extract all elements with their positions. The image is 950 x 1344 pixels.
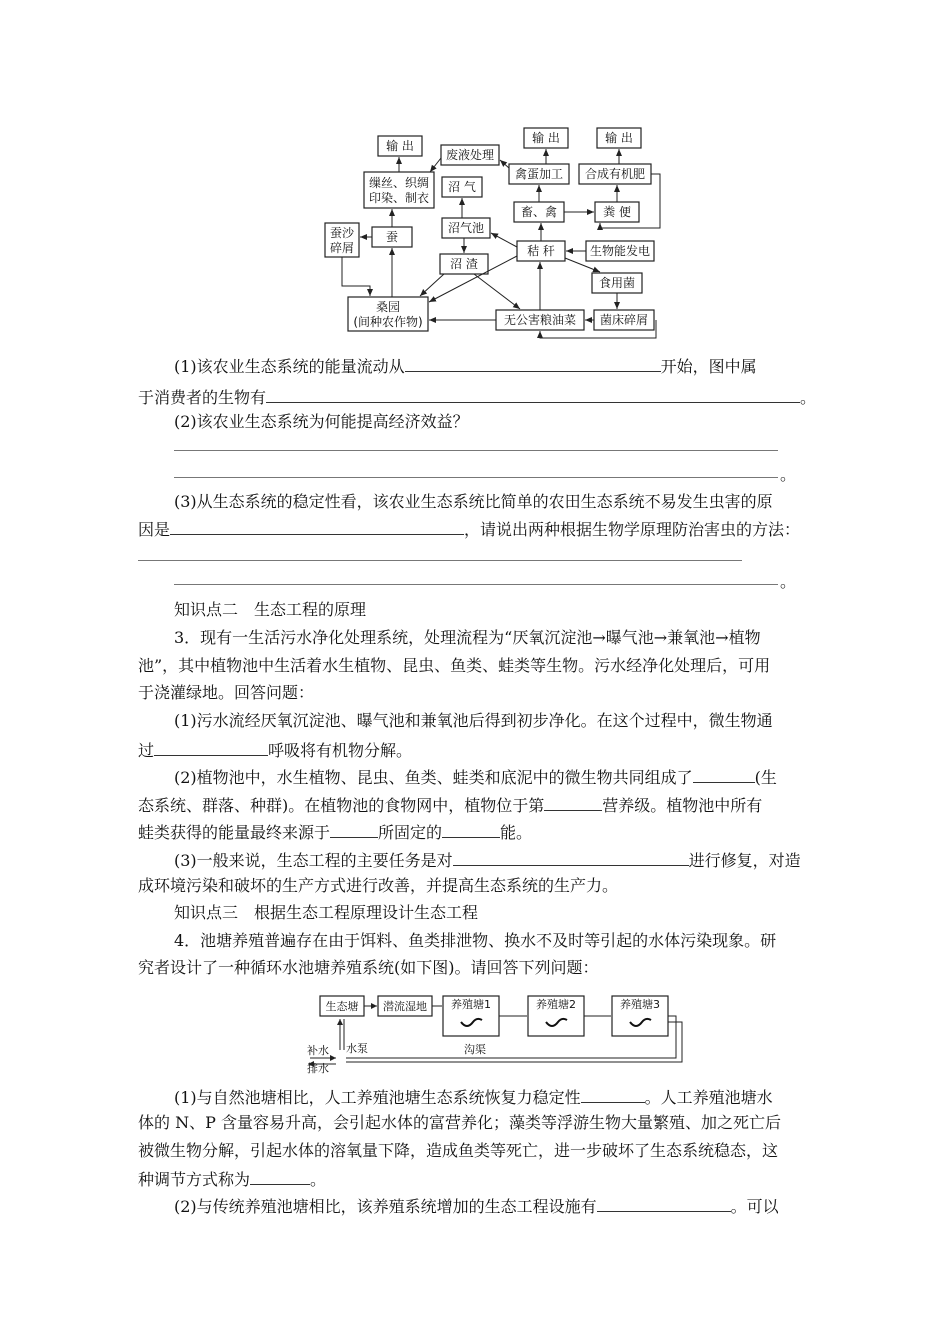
label-pond-2: 养殖塘2 [536, 998, 576, 1011]
label-biogas-residue: 沼 渣 [450, 257, 478, 271]
label-silkworm: 蚕 [385, 230, 399, 244]
label-drain: 排水 [307, 1062, 329, 1075]
answer-line[interactable] [174, 584, 778, 585]
label-bed-residue: 菌床碎屑 [599, 313, 649, 327]
q3-line1: 3．现有一生活污水净化处理系统，处理流程为“厌氧沉淀池→曝气池→兼氧池→植物 [174, 628, 761, 647]
q2-sub2: (2)该农业生态系统为何能提高经济效益？ [174, 412, 469, 431]
section-3-title: 知识点三 根据生态工程原理设计生态工程 [174, 903, 479, 922]
q4-sub1-line2: 体的 N、P 含量容易升高，会引起水体的富营养化；藻类等浮游生物大量繁殖、加之死亡后 [138, 1113, 781, 1132]
answer-blank[interactable] [170, 518, 464, 535]
label-waste-liquid: 废液处理 [445, 148, 495, 162]
label-silk-2: 印染、制衣 [368, 191, 430, 205]
label-biogas-pool: 沼气池 [447, 221, 485, 235]
label-straw: 秸 秆 [527, 244, 555, 258]
label-wetland: 潜流湿地 [383, 1000, 427, 1013]
label-silkworm-sand-1: 蚕沙 [329, 226, 355, 240]
label-mushroom: 食用菌 [598, 276, 636, 290]
q4-sub1-line3: 被微生物分解，引起水体的溶氧量下降，造成鱼类等死亡，进一步破坏了生态系统稳态，这 [138, 1141, 779, 1160]
label-add-water: 补水 [307, 1044, 329, 1057]
q3-sub1-line1: (1)污水流经厌氧沉淀池、曝气池和兼氧池后得到初步净化。在这个过程中，微生物通 [174, 711, 773, 730]
pond-system-diagram [300, 990, 690, 1082]
answer-blank[interactable] [581, 1086, 645, 1103]
q3-line2: 池”，其中植物池中生活着水生植物、昆虫、鱼类、蛙类等生物。污水经净化处理后，可用 [138, 656, 771, 675]
label-pond-3: 养殖塘3 [620, 998, 660, 1011]
answer-blank[interactable] [266, 386, 800, 403]
q4-line1: 4．池塘养殖普遍存在由于饵料、鱼类排泄物、换水不及时等引起的水体污染现象。研 [174, 931, 777, 950]
label-pond-1: 养殖塘1 [451, 998, 491, 1011]
label-organic-fertilizer: 合成有机肥 [584, 167, 646, 181]
answer-blank[interactable] [250, 1168, 310, 1185]
label-ditch: 沟渠 [464, 1043, 486, 1056]
answer-line[interactable] [174, 477, 778, 478]
answer-blank[interactable] [330, 821, 378, 838]
q3-sub2-line1: (2)植物池中，水生植物、昆虫、鱼类、蛙类和底泥中的微生物共同组成了 (生 [174, 768, 777, 787]
answer-blank[interactable] [693, 766, 755, 783]
label-silkworm-sand-2: 碎屑 [329, 241, 355, 255]
label-eco-pond: 生态塘 [325, 1000, 359, 1013]
q4-sub1-line1: (1)与自然池塘相比，人工养殖池塘生态系统恢复力稳定性 。人工养殖池塘水 [174, 1088, 773, 1107]
label-output-3: 输 出 [605, 131, 633, 145]
agri-ecosystem-diagram [320, 122, 670, 344]
q3-sub1-line2: 过 呼吸将有机物分解。 [138, 741, 413, 760]
section-2-title: 知识点二 生态工程的原理 [174, 600, 367, 619]
q2-sub2-end: 。 [780, 465, 797, 484]
answer-blank[interactable] [453, 849, 689, 866]
q4-line2: 究者设计了一种循环水池塘养殖系统(如下图)。请回答下列问题： [138, 958, 599, 977]
label-output-2: 输 出 [532, 131, 560, 145]
label-output-1: 输 出 [386, 139, 414, 153]
label-biogas: 沼 气 [448, 180, 476, 194]
label-bio-power: 生物能发电 [589, 244, 651, 258]
answer-blank[interactable] [442, 821, 500, 838]
answer-blank[interactable] [544, 794, 602, 811]
q3-line3: 于浇灌绿地。回答问题： [138, 683, 315, 702]
q2-sub3-line1: (3)从生态系统的稳定性看，该农业生态系统比简单的农田生态系统不易发生虫害的原 [174, 492, 773, 511]
label-crops: 无公害粮油菜 [503, 313, 577, 327]
answer-blank[interactable] [597, 1195, 731, 1212]
q3-sub2-line2: 态系统、群落、种群)。在植物池的食物网中，植物位于第 营养级。植物池中所有 [138, 796, 763, 815]
label-manure: 粪 便 [603, 205, 631, 219]
label-poultry-egg: 禽蛋加工 [514, 167, 564, 181]
q2-sub1-line2: 于消费者的生物有 。 [138, 388, 817, 407]
label-pump: 水泵 [346, 1042, 368, 1055]
label-mulberry-2: (间种农作物) [353, 315, 423, 329]
label-mulberry-1: 桑园 [375, 300, 401, 314]
q2-sub1-line1: (1)该农业生态系统的能量流动从 开始，图中属 [174, 357, 757, 376]
label-livestock: 畜、禽 [520, 205, 558, 219]
q3-sub3-line1: (3)一般来说，生态工程的主要任务是对 进行修复，对造 [174, 851, 801, 870]
answer-line[interactable] [138, 560, 742, 561]
q4-sub2-line1: (2)与传统养殖池塘相比，该养殖系统增加的生态工程设施有 。可以 [174, 1197, 779, 1216]
q2-sub3-end: 。 [780, 572, 797, 591]
answer-line[interactable] [174, 450, 778, 451]
q4-sub1-line4: 种调节方式称为 。 [138, 1170, 327, 1189]
answer-blank[interactable] [154, 739, 268, 756]
q2-sub3-line2: 因是 ，请说出两种根据生物学原理防治害虫的方法： [138, 520, 801, 539]
q3-sub3-line2: 成环境污染和破坏的生产方式进行改善，并提高生态系统的生产力。 [138, 876, 619, 895]
label-silk-1: 缫丝、织绸 [368, 176, 430, 190]
answer-blank[interactable] [405, 355, 661, 372]
q3-sub2-line3: 蛙类获得的能量最终来源于 所固定的 能。 [138, 823, 533, 842]
